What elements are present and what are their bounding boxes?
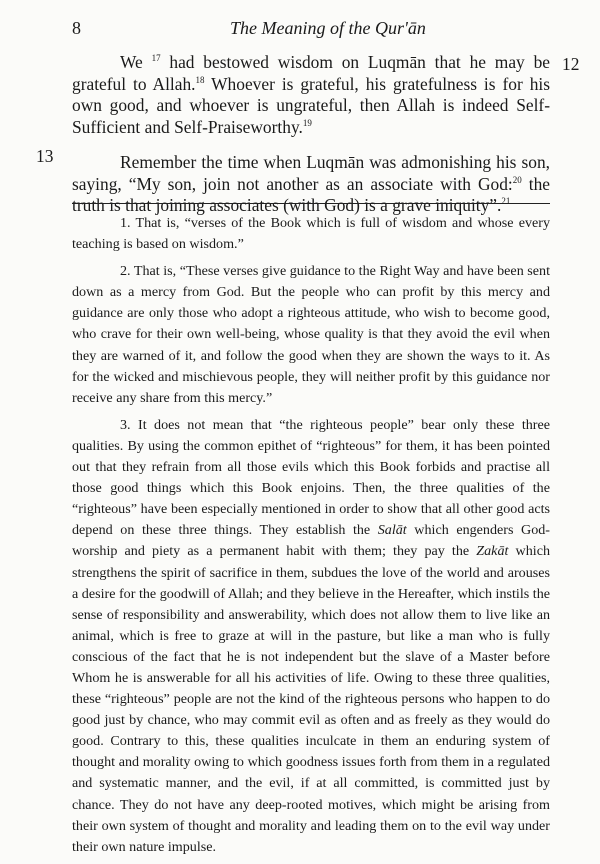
footnote-ref: 20: [512, 174, 522, 185]
text-run: Whoever is grateful, his gratefulness is for his own good, and whoever is ungrateful, then Allah is indeed Self-Sufficient and Self-Praiseworthy.: [72, 73, 550, 137]
term-salat: Salāt: [377, 522, 407, 539]
text-run: which strengthens the spirit of sacrifice in them, subdues the love of the world and arouses a desire for the goodwill of Allah; and they believe in the Hereafter, which instils the sense of responsibility and answerability, which does not allow them to live like an animal, which is free to graze at will in the pasture, but like a man who is fully conscious of the fact that he is not independent but the slave of a Master before Whom he is answerable for all his activities of life. Owing to these three qualities, these “righteous” people are not the kind of the righteous persons who happen to do good just by chance, who may commit evil as often and as freely as they would do good. Contrary to this, these qualities inculcate in them an enduring system of thought and morality owing to which goodness issues forth from them in a regulated and systematic manner, and the evil, if at all committed, is committed just by chance. They do not have any deep-rooted motives, which might be arising from their own system of thought and morality and leading them on to the evil way under their own nature impulse.: [72, 543, 550, 855]
verse-12-paragraph: [72, 52, 550, 138]
footnotes: [72, 213, 550, 864]
footnote-ref: 19: [302, 117, 312, 128]
footnote-ref: 17: [151, 53, 161, 64]
text-run: Remember the time when Luqmān was admonishing his son, saying, “My son, join not another as an associate with God:: [72, 152, 550, 194]
text-run: had bestowed wisdom on Luqmān that he may be grateful to Allah.: [72, 52, 550, 94]
footnote-ref: 18: [195, 74, 205, 85]
verse-number-13: 13: [36, 146, 54, 166]
verse-13-paragraph: [72, 152, 550, 217]
note-3: [72, 415, 550, 858]
note-1: 1. That is, “verses of the Book which is full of wisdom and whose every teaching is based on wisdom.”: [72, 215, 550, 253]
text-run: which engenders God-worship and piety as a permanent habit with them; they pay the: [72, 522, 550, 560]
note-2: 2. That is, “These verses give guidance to the Right Way and have been sent down as a mercy from God. But the people who can profit by this mercy and guidance are only those who adopt a righteous attitude, who wish to become good, who crave for their own well-being, whose quality is that they avoid the evil when they are warned of it, and follow the good when they are shown the ways to it. As for the wicked and mischievous people, they will neither profit by this guidance nor receive any share from this mercy.”: [72, 263, 550, 406]
text-run: 3. It does not mean that “the righteous people” bear only these three qualities. By using the common epithet of “righteous” for them, it has been pointed out that they refrain from all those evils which this Book forbids and practise all those good things which this Book enjoins. Then, the three qualities of the “righteous” have been especially mentioned in order to show that all other good acts depend on these three things. They establish the: [72, 416, 550, 539]
text-run: the truth is that joining associates (with God) is a grave iniquity”.: [72, 173, 551, 215]
verse-number-12: 12: [562, 54, 580, 74]
footnote-divider: [72, 203, 550, 204]
main-text: [72, 52, 550, 217]
running-title: The Meaning of the Qur'ān: [230, 18, 426, 38]
text-run: We: [120, 52, 152, 72]
term-zakat: Zakāt: [476, 543, 509, 560]
footnote-ref: 21: [501, 196, 511, 207]
page-number: 8: [72, 18, 81, 38]
